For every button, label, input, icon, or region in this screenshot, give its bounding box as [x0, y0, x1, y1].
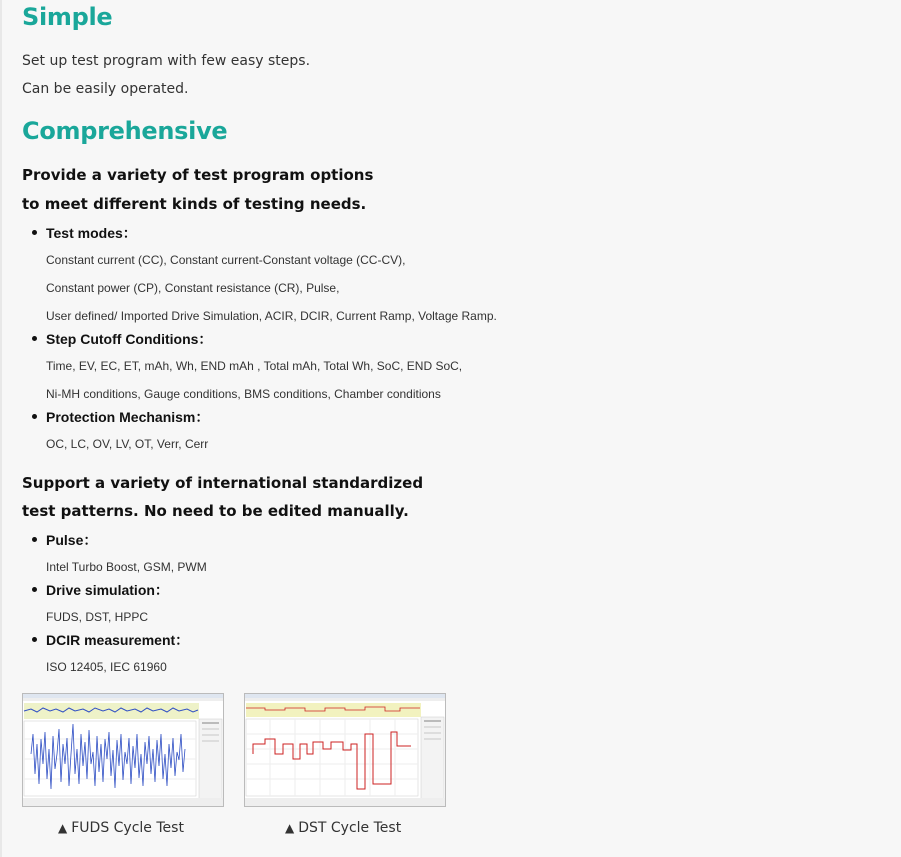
- heading-comprehensive: Comprehensive: [22, 117, 228, 145]
- item-detail: Ni-MH conditions, Gauge conditions, BMS conditions, Chamber conditions: [46, 387, 441, 401]
- triangle-up-icon: ▲: [285, 821, 295, 835]
- item-detail: Intel Turbo Boost, GSM, PWM: [46, 560, 207, 574]
- simple-line-2: Can be easily operated.: [22, 81, 189, 97]
- item-title-pulse: Pulse：: [46, 532, 98, 548]
- dst-caption-text: DST Cycle Test: [298, 820, 402, 836]
- item-detail: Constant current (CC), Constant current-Constant voltage (CC-CV),: [46, 253, 406, 267]
- item-detail: FUDS, DST, HPPC: [46, 610, 149, 624]
- fuds-caption: [58, 820, 184, 836]
- dst-cycle-screenshot: [244, 693, 446, 807]
- heading-simple: Simple: [22, 3, 113, 31]
- item-title-drive-simulation: Drive simulation：: [46, 582, 169, 598]
- item-detail: OC, LC, OV, LV, OT, Verr, Cerr: [46, 437, 209, 451]
- lead1-line-2: to meet different kinds of testing needs.: [22, 195, 367, 213]
- item-detail: User defined/ Imported Drive Simulation, ACIR, DCIR, Current Ramp, Voltage Ramp.: [46, 309, 497, 323]
- item-title-dcir: DCIR measurement：: [46, 632, 190, 648]
- fuds-software-window: [23, 694, 223, 806]
- lead2-line-2: test patterns. No need to be edited manually.: [22, 502, 409, 520]
- dst-software-window: [245, 694, 445, 806]
- item-detail: Time, EV, EC, ET, mAh, Wh, END mAh , Total mAh, Total Wh, SoC, END SoC,: [46, 359, 463, 373]
- item-detail: ISO 12405, IEC 61960: [46, 660, 167, 674]
- lead2-line-1: Support a variety of international standardized: [22, 474, 424, 492]
- item-title-step-cutoff: Step Cutoff Conditions：: [46, 331, 213, 347]
- dst-caption: [285, 820, 401, 836]
- left-border: [0, 0, 2, 857]
- lead1-line-1: Provide a variety of test program options: [22, 166, 374, 184]
- fuds-cycle-screenshot: [22, 693, 224, 807]
- item-title-test-modes: Test modes：: [46, 225, 137, 241]
- triangle-up-icon: ▲: [58, 821, 68, 835]
- item-title-protection: Protection Mechanism：: [46, 409, 210, 425]
- simple-line-1: Set up test program with few easy steps.: [22, 53, 311, 69]
- item-detail: Constant power (CP), Constant resistance (CR), Pulse,: [46, 281, 340, 295]
- fuds-caption-text: FUDS Cycle Test: [71, 820, 184, 836]
